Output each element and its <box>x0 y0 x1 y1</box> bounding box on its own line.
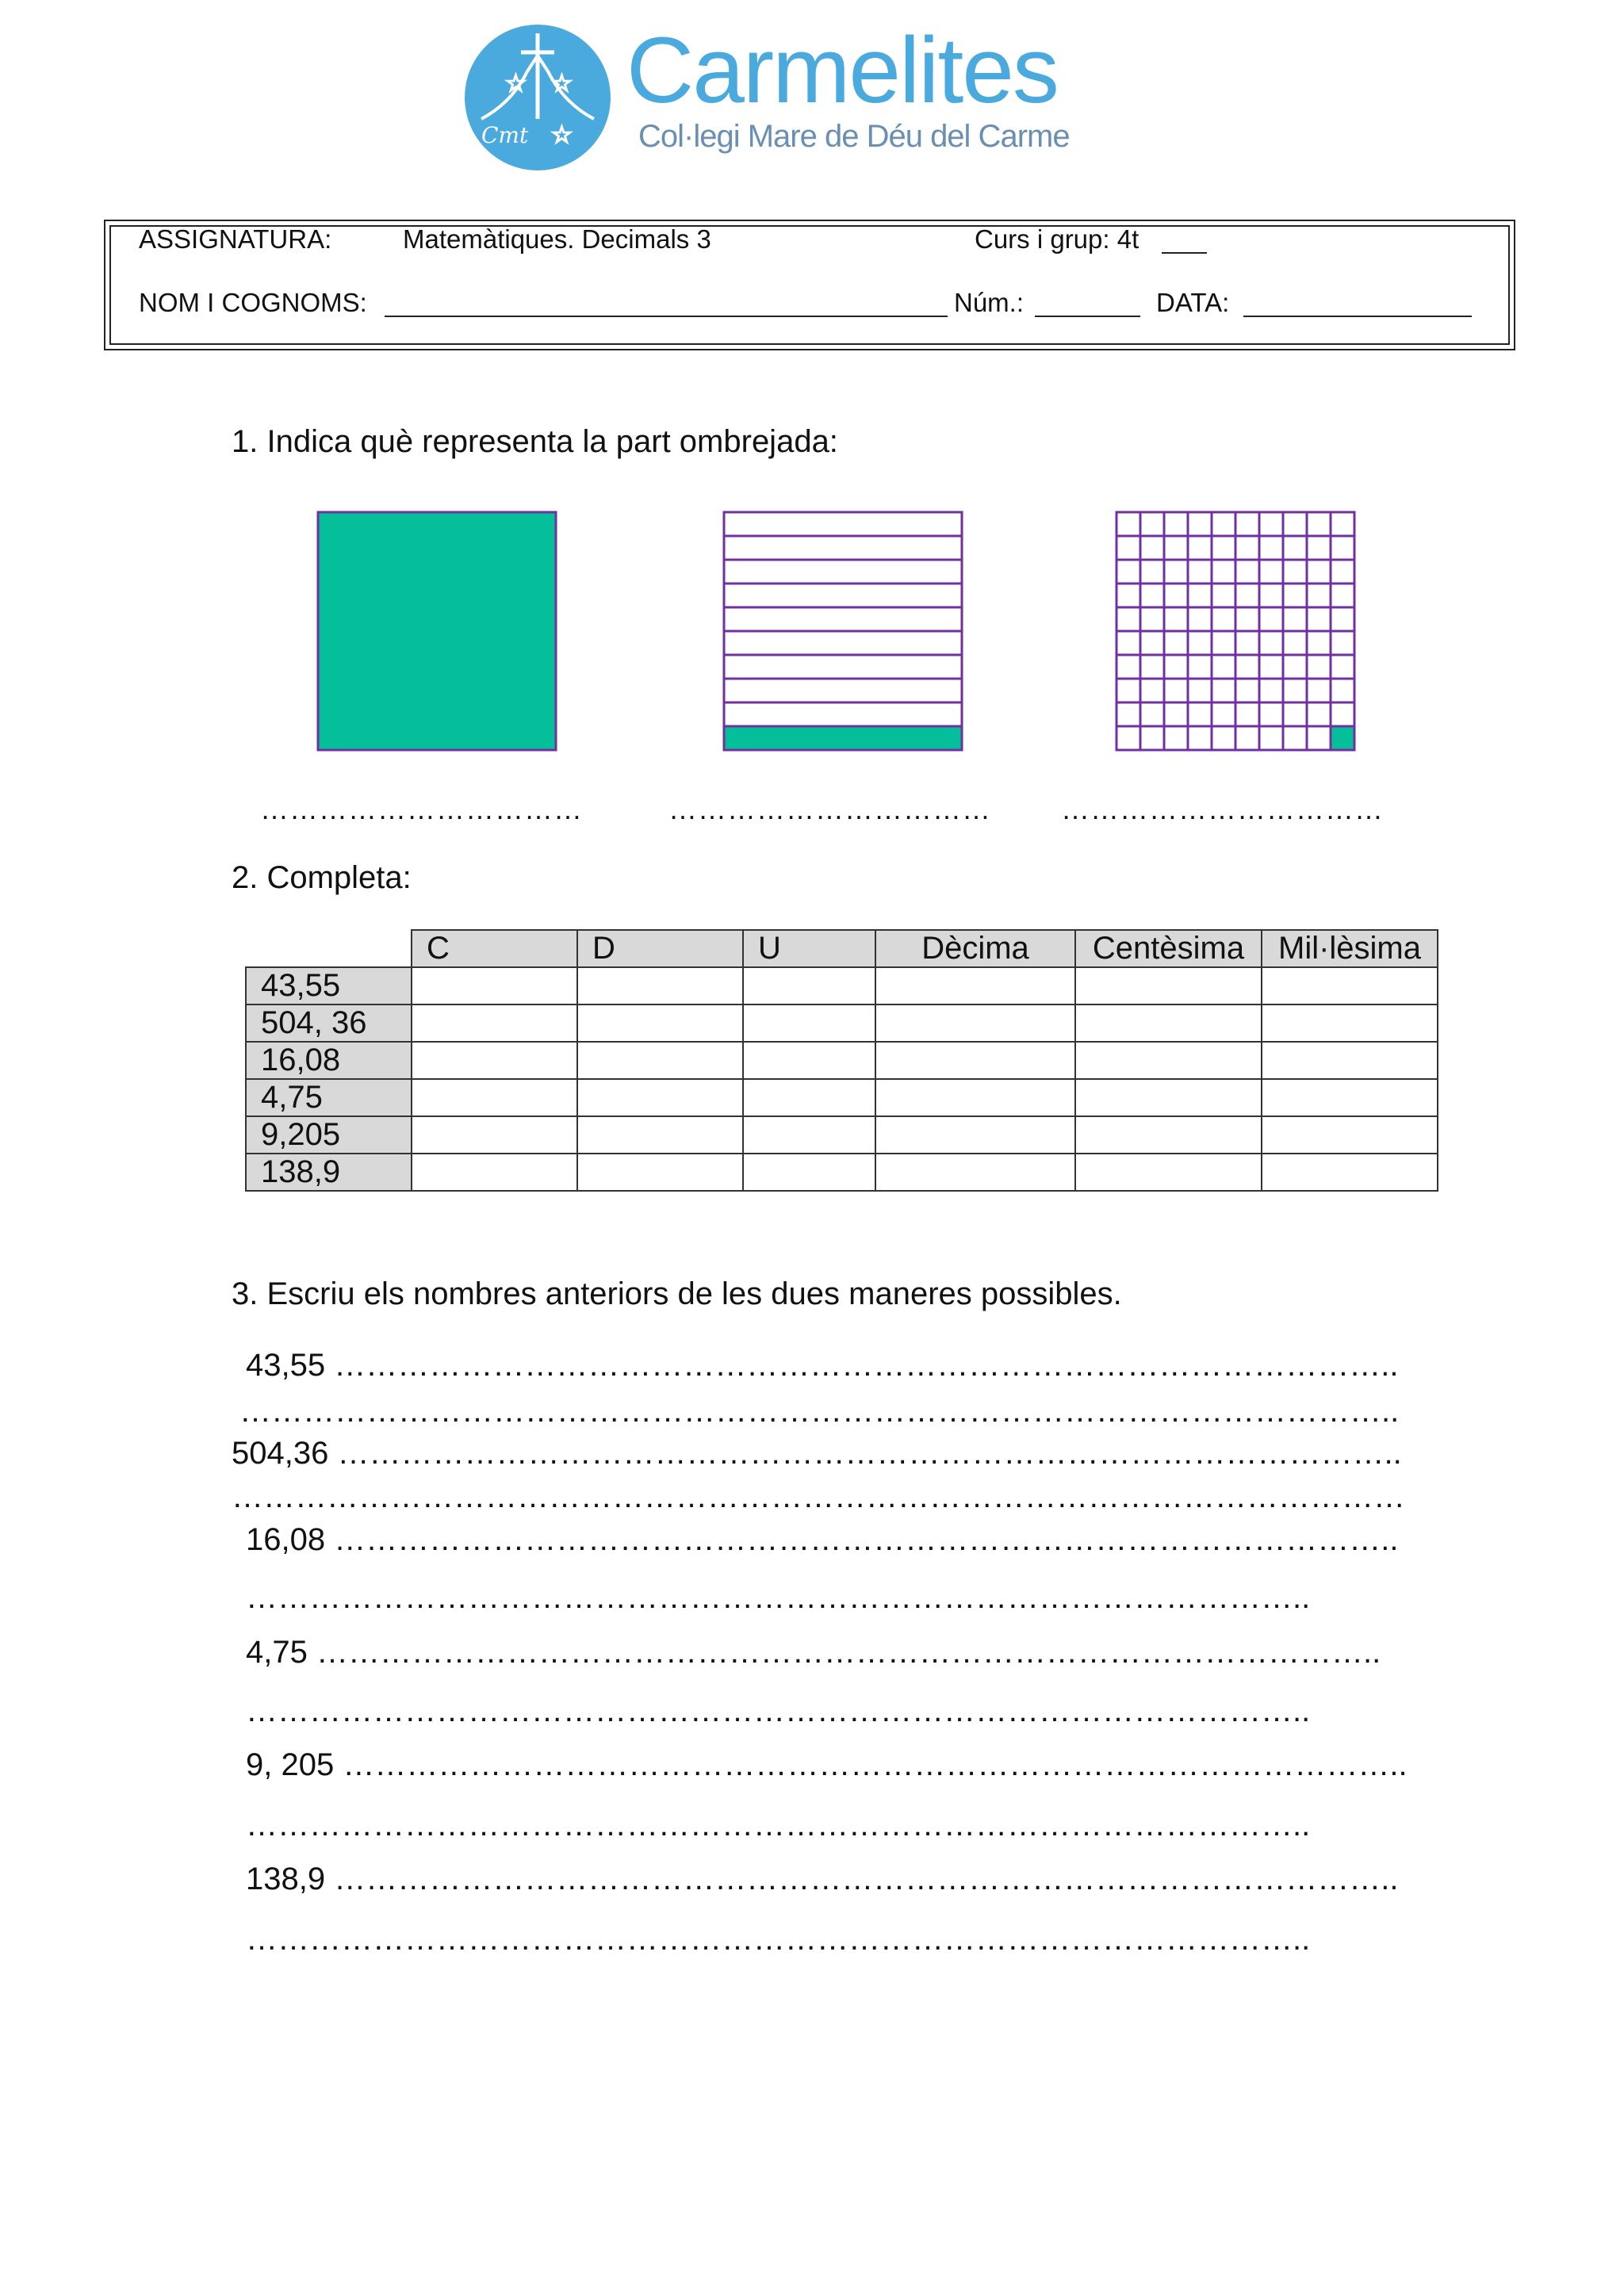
hundredth-part <box>1331 655 1354 679</box>
answer-cell[interactable] <box>412 1116 577 1154</box>
answer-cell[interactable] <box>412 1042 577 1079</box>
course-label: Curs i grup: 4t <box>975 224 1139 254</box>
hundredth-part <box>1259 631 1283 655</box>
write-line[interactable]: ……………………………………………………………………………………….. <box>246 1693 1311 1728</box>
answer-cell[interactable] <box>743 1042 875 1079</box>
answer-cell[interactable] <box>1262 1079 1438 1116</box>
write-line[interactable]: 43,55 ……………………………………………………………………………………….. <box>246 1348 1399 1383</box>
hundredth-shaded-part <box>1331 726 1354 750</box>
hundredth-part <box>1235 607 1259 631</box>
hundredth-part <box>1164 702 1188 726</box>
hundredth-part <box>1116 679 1140 702</box>
hundredth-part <box>1259 536 1283 560</box>
tenth-part <box>724 536 962 560</box>
answer-cell[interactable] <box>875 1154 1075 1191</box>
table-row <box>246 1079 1438 1116</box>
hundredth-part <box>1188 607 1212 631</box>
hundredth-part <box>1116 512 1140 536</box>
hundredth-part <box>1307 536 1331 560</box>
hundredth-part <box>1331 560 1354 584</box>
answer-cell[interactable] <box>743 1154 875 1191</box>
hundredth-part <box>1283 536 1307 560</box>
question-2-title: 2. Completa: <box>232 860 412 895</box>
hundredth-part <box>1307 726 1331 750</box>
date-label: DATA: <box>1156 288 1230 317</box>
hundredth-part <box>1235 679 1259 702</box>
answer-cell[interactable] <box>412 1004 577 1042</box>
hundredth-part <box>1188 631 1212 655</box>
hundredth-part <box>1331 584 1354 607</box>
hundredth-part <box>1212 512 1235 536</box>
answer-cell[interactable] <box>743 1004 875 1042</box>
tenth-part <box>724 655 962 679</box>
hundredth-part <box>1188 584 1212 607</box>
table-row <box>246 1154 1438 1191</box>
write-line[interactable]: 138,9 ……………………………………………………………………………………….. <box>246 1862 1399 1896</box>
hundredth-part <box>1116 560 1140 584</box>
hundredth-part <box>1140 607 1164 631</box>
hundredth-part <box>1116 655 1140 679</box>
hundredth-part <box>1140 512 1164 536</box>
hundredth-part <box>1188 560 1212 584</box>
hundredth-part <box>1235 584 1259 607</box>
hundredth-part <box>1188 512 1212 536</box>
hundredth-part <box>1164 560 1188 584</box>
hundredth-part <box>1212 560 1235 584</box>
row-label: 4,75 <box>246 1079 412 1116</box>
hundredth-part <box>1116 702 1140 726</box>
hundredth-part <box>1188 726 1212 750</box>
hundredth-part <box>1188 655 1212 679</box>
column-header-decima: Dècima <box>875 930 1075 967</box>
hundredth-part <box>1164 512 1188 536</box>
answer-cell[interactable] <box>1075 1154 1262 1191</box>
answer-cell[interactable] <box>577 1079 743 1116</box>
date-blank[interactable] <box>1243 316 1472 317</box>
tenth-part <box>724 584 962 607</box>
hundredth-part <box>1140 584 1164 607</box>
answer-cell[interactable] <box>1262 967 1438 1004</box>
write-line[interactable]: 4,75 ……………………………………………………………………………………….. <box>246 1635 1381 1670</box>
answer-cell[interactable] <box>1075 1116 1262 1154</box>
name-label: NOM I COGNOMS: <box>139 288 367 317</box>
write-line[interactable]: ……………………………………………………………………………………….. <box>246 1580 1311 1615</box>
column-header-u: U <box>743 930 875 967</box>
answer-cell[interactable] <box>412 967 577 1004</box>
hundredth-part <box>1212 679 1235 702</box>
column-header-c: C <box>412 930 577 967</box>
question-1-title: 1. Indica què representa la part ombrejada: <box>232 424 838 459</box>
answer-cell[interactable] <box>875 1116 1075 1154</box>
hundredth-part <box>1283 607 1307 631</box>
answer-cell[interactable] <box>577 1042 743 1079</box>
logo-title: Carmelites <box>626 18 1058 123</box>
tenth-part <box>724 607 962 631</box>
hundredth-part <box>1283 679 1307 702</box>
hundredth-part <box>1331 607 1354 631</box>
hundredth-part <box>1259 702 1283 726</box>
logo-subtitle: Col·legi Mare de Déu del Carme <box>638 119 1070 154</box>
hundredth-part <box>1212 584 1235 607</box>
hundredth-part <box>1212 536 1235 560</box>
answer-cell[interactable] <box>875 1079 1075 1116</box>
hundredth-part <box>1283 631 1307 655</box>
hundredth-part <box>1116 536 1140 560</box>
answer-cell[interactable] <box>1262 1042 1438 1079</box>
answer-cell[interactable] <box>743 1079 875 1116</box>
answer-cell[interactable] <box>743 1116 875 1154</box>
write-line[interactable]: 9, 205 ……………………………………………………………………………………….. <box>246 1747 1408 1782</box>
write-line[interactable]: 16,08 ……………………………………………………………………………………….. <box>246 1522 1399 1557</box>
tenth-part <box>724 512 962 536</box>
figure-unit-square <box>316 510 558 752</box>
school-logo-emblem <box>464 24 611 171</box>
hundredth-part <box>1140 536 1164 560</box>
hundredth-part <box>1307 655 1331 679</box>
answer-cell[interactable] <box>577 1116 743 1154</box>
write-line[interactable]: ……………………………………………………………………………………….. <box>246 1922 1311 1957</box>
num-label: Núm.: <box>954 288 1025 317</box>
figure-tenths-square <box>722 510 964 752</box>
row-label: 16,08 <box>246 1042 412 1079</box>
hundredth-part <box>1331 536 1354 560</box>
hundredth-part <box>1259 512 1283 536</box>
column-header-d: D <box>577 930 743 967</box>
answer-cell[interactable] <box>875 1042 1075 1079</box>
hundredth-part <box>1235 512 1259 536</box>
tenth-part <box>724 631 962 655</box>
row-label: 43,55 <box>246 967 412 1004</box>
hundredth-part <box>1283 512 1307 536</box>
question-3-title: 3. Escriu els nombres anteriors de les dues maneres possibles. <box>232 1276 1122 1311</box>
hundredth-part <box>1235 726 1259 750</box>
logo-star-icon: ☆ <box>551 121 573 149</box>
hundredth-part <box>1212 631 1235 655</box>
hundredth-part <box>1331 631 1354 655</box>
table-row <box>246 1116 1438 1154</box>
hundredth-part <box>1188 702 1212 726</box>
hundredth-part <box>1235 560 1259 584</box>
table-row <box>246 1042 1438 1079</box>
course-group-blank[interactable] <box>1162 252 1207 254</box>
answer-cell[interactable] <box>1075 1079 1262 1116</box>
answer-blank-unit[interactable]: …………………………… <box>260 793 583 825</box>
hundredth-part <box>1235 655 1259 679</box>
write-line[interactable]: ………………………………………………………………………………………………… <box>232 1479 1405 1514</box>
logo-initials: Cmt <box>481 122 529 148</box>
hundredth-part <box>1140 631 1164 655</box>
hundredth-part <box>1259 607 1283 631</box>
hundredth-part <box>1331 679 1354 702</box>
answer-cell[interactable] <box>1075 1004 1262 1042</box>
hundredth-part <box>1116 607 1140 631</box>
hundredth-part <box>1283 726 1307 750</box>
write-line[interactable]: 504,36 ……………………………………………………………………………………….. <box>232 1436 1402 1471</box>
hundredth-part <box>1164 631 1188 655</box>
hundredth-part <box>1235 631 1259 655</box>
hundredth-part <box>1116 631 1140 655</box>
name-blank[interactable] <box>385 316 948 317</box>
place-value-table <box>245 929 1438 1192</box>
answer-cell[interactable] <box>577 967 743 1004</box>
answer-cell[interactable] <box>412 1079 577 1116</box>
answer-cell[interactable] <box>743 967 875 1004</box>
row-label: 138,9 <box>246 1154 412 1191</box>
hundredth-part <box>1140 702 1164 726</box>
answer-cell[interactable] <box>577 1154 743 1191</box>
hundredth-part <box>1212 702 1235 726</box>
column-header-centesima: Centèsima <box>1075 930 1262 967</box>
hundredth-part <box>1259 655 1283 679</box>
hundredth-part <box>1140 726 1164 750</box>
hundredth-part <box>1283 560 1307 584</box>
hundredth-part <box>1164 607 1188 631</box>
answer-cell[interactable] <box>1262 1116 1438 1154</box>
hundredth-part <box>1140 679 1164 702</box>
hundredth-part <box>1212 607 1235 631</box>
tenth-shaded-part <box>724 726 962 750</box>
hundredth-part <box>1116 726 1140 750</box>
hundredth-part <box>1164 584 1188 607</box>
hundredth-part <box>1307 584 1331 607</box>
hundredth-part <box>1188 679 1212 702</box>
hundredth-part <box>1307 679 1331 702</box>
subject-value: Matemàtiques. Decimals 3 <box>403 224 711 254</box>
answer-cell[interactable] <box>875 1004 1075 1042</box>
answer-cell[interactable] <box>875 967 1075 1004</box>
answer-cell[interactable] <box>577 1004 743 1042</box>
tenth-part <box>724 560 962 584</box>
hundredth-part <box>1259 679 1283 702</box>
logo-star-icon: ☆ <box>505 70 527 98</box>
hundredth-part <box>1283 584 1307 607</box>
hundredth-part <box>1307 560 1331 584</box>
tenth-part <box>724 702 962 726</box>
figure-hundredths-square <box>1114 510 1357 752</box>
subject-label: ASSIGNATURA: <box>139 224 332 254</box>
row-label: 504, 36 <box>246 1004 412 1042</box>
hundredth-part <box>1307 631 1331 655</box>
answer-cell[interactable] <box>1075 1042 1262 1079</box>
table-row <box>246 967 1438 1004</box>
row-label: 9,205 <box>246 1116 412 1154</box>
unit-shaded-part <box>318 512 556 750</box>
hundredth-part <box>1307 702 1331 726</box>
hundredth-part <box>1307 607 1331 631</box>
table-row <box>246 1004 1438 1042</box>
hundredth-part <box>1140 560 1164 584</box>
hundredth-part <box>1164 679 1188 702</box>
hundredth-part <box>1331 512 1354 536</box>
answer-cell[interactable] <box>1262 1154 1438 1191</box>
hundredth-part <box>1164 655 1188 679</box>
hundredth-part <box>1283 702 1307 726</box>
hundredth-part <box>1331 702 1354 726</box>
hundredth-part <box>1164 536 1188 560</box>
answer-blank-hundredths[interactable]: …………………………… <box>1061 793 1384 825</box>
answer-cell[interactable] <box>1262 1004 1438 1042</box>
hundredth-part <box>1259 726 1283 750</box>
write-line[interactable]: ……………………………………………………………………………………….. <box>246 1808 1311 1843</box>
answer-cell[interactable] <box>1075 967 1262 1004</box>
answer-cell[interactable] <box>412 1154 577 1191</box>
tenth-part <box>724 679 962 702</box>
hundredth-part <box>1259 560 1283 584</box>
hundredth-part <box>1212 726 1235 750</box>
hundredth-part <box>1164 726 1188 750</box>
hundredth-part <box>1140 655 1164 679</box>
hundredth-part <box>1235 536 1259 560</box>
logo-star-icon: ☆ <box>551 70 573 98</box>
hundredth-part <box>1307 512 1331 536</box>
hundredth-part <box>1283 655 1307 679</box>
hundredth-part <box>1259 584 1283 607</box>
column-header-millesima: Mil·lèsima <box>1262 930 1438 967</box>
hundredth-part <box>1212 655 1235 679</box>
num-blank[interactable] <box>1035 316 1140 317</box>
hundredth-part <box>1235 702 1259 726</box>
answer-blank-tenths[interactable]: …………………………… <box>668 793 991 825</box>
hundredth-part <box>1116 584 1140 607</box>
table-corner <box>246 930 412 967</box>
table-header-row <box>246 930 1438 967</box>
hundredth-part <box>1188 536 1212 560</box>
write-line[interactable]: ……………………………………………………………………………………………….. <box>239 1394 1400 1429</box>
